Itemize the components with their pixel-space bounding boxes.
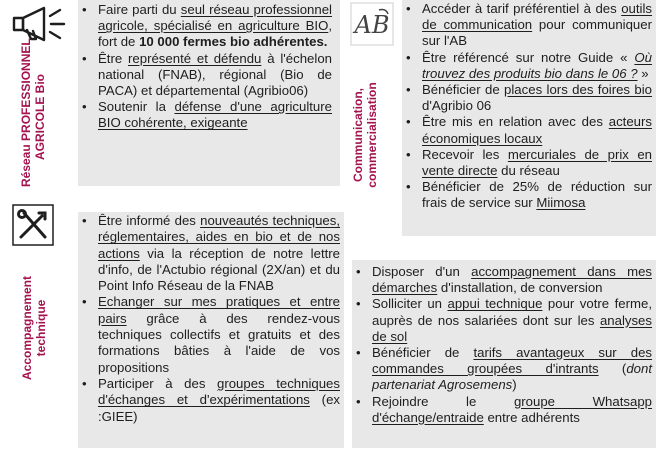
list-item: • Bénéficier de tarifs avantageux sur des commandes groupées d'intrants (dont partenariat Agrosemens) — [352, 345, 652, 394]
svg-text:AB: AB — [354, 11, 390, 39]
list-item: • Rejoindre le groupe Whatsapp d'échange/entraide entre adhérents — [352, 394, 652, 426]
communication-panel — [402, 0, 656, 236]
network-label-line2: AGRICOLE Bio — [33, 74, 47, 160]
tools-icon — [12, 204, 54, 246]
list-item: • Solliciter un appui technique pour votre ferme, auprès de nos salariées dont sur les analyses de sol — [352, 296, 652, 345]
communication-label-line2: commercialisation — [365, 82, 379, 188]
list-item: • Echanger sur mes pratiques et entre pairs grâce à des rendez-vous techniques collectifs et gratuits et des formations bâties à l'aide de vos propositions — [78, 294, 340, 375]
support-left-list — [78, 213, 340, 425]
list-item: • Disposer d'un accompagnement dans mes démarches d'installation, de conversion — [352, 264, 652, 296]
list-item: • Accéder à tarif préférentiel à des outils de communication pour communiquer sur l'AB — [402, 1, 652, 50]
list-item: • Être informé des nouveautés techniques, réglementaires, aides en bio et de nos actions via la réception de notre lettre d'info, de l'Actubio régional (2X/an) et du Point Info Réseau de la FNAB — [78, 213, 340, 294]
list-item: • Recevoir les mercuriales de prix en vente directe du réseau — [402, 147, 652, 179]
communication-section-label — [351, 70, 381, 200]
network-label-line1: Réseau PROFESSIONNEL — [19, 38, 33, 187]
list-item: • Être mis en relation avec des acteurs économiques locaux — [402, 114, 652, 146]
list-item: • Être référencé sur notre Guide « Où trouvez des produits bio dans le 06 ? » — [402, 50, 652, 82]
list-item: • Bénéficier de 25% de réduction sur frais de service sur Miimosa — [402, 179, 652, 211]
support-left-panel — [78, 212, 344, 448]
list-item: • Bénéficier de places lors des foires bio d'Agribio 06 — [402, 82, 652, 114]
list-item: • Soutenir la défense d'une agriculture BIO cohérente, exigeante — [78, 99, 332, 131]
support-label-line2: technique — [34, 299, 48, 357]
megaphone-icon — [8, 4, 70, 44]
network-panel — [78, 0, 340, 186]
list-item: • Faire parti du seul réseau professionnel agricole, spécialisé en agriculture BIO, fort de 10 000 fermes bio adhérentes. — [78, 2, 332, 51]
support-section-label — [20, 263, 50, 393]
communication-list — [402, 1, 652, 212]
support-right-panel — [352, 260, 656, 448]
ab-logo-icon — [350, 2, 394, 46]
communication-label-line1: Communication, — [351, 88, 365, 183]
network-section-label — [19, 38, 51, 187]
list-item: • Participer à des groupes techniques d'échanges et d'expérimentations (ex :GIEE) — [78, 376, 340, 425]
support-right-list — [352, 264, 652, 426]
support-label-line1: Accompagnement — [20, 275, 34, 381]
list-item: • Être représenté et défendu à l'échelon national (FNAB), régional (Bio de PACA) et départemental (Agribio06) — [78, 51, 332, 100]
network-list — [78, 2, 332, 132]
